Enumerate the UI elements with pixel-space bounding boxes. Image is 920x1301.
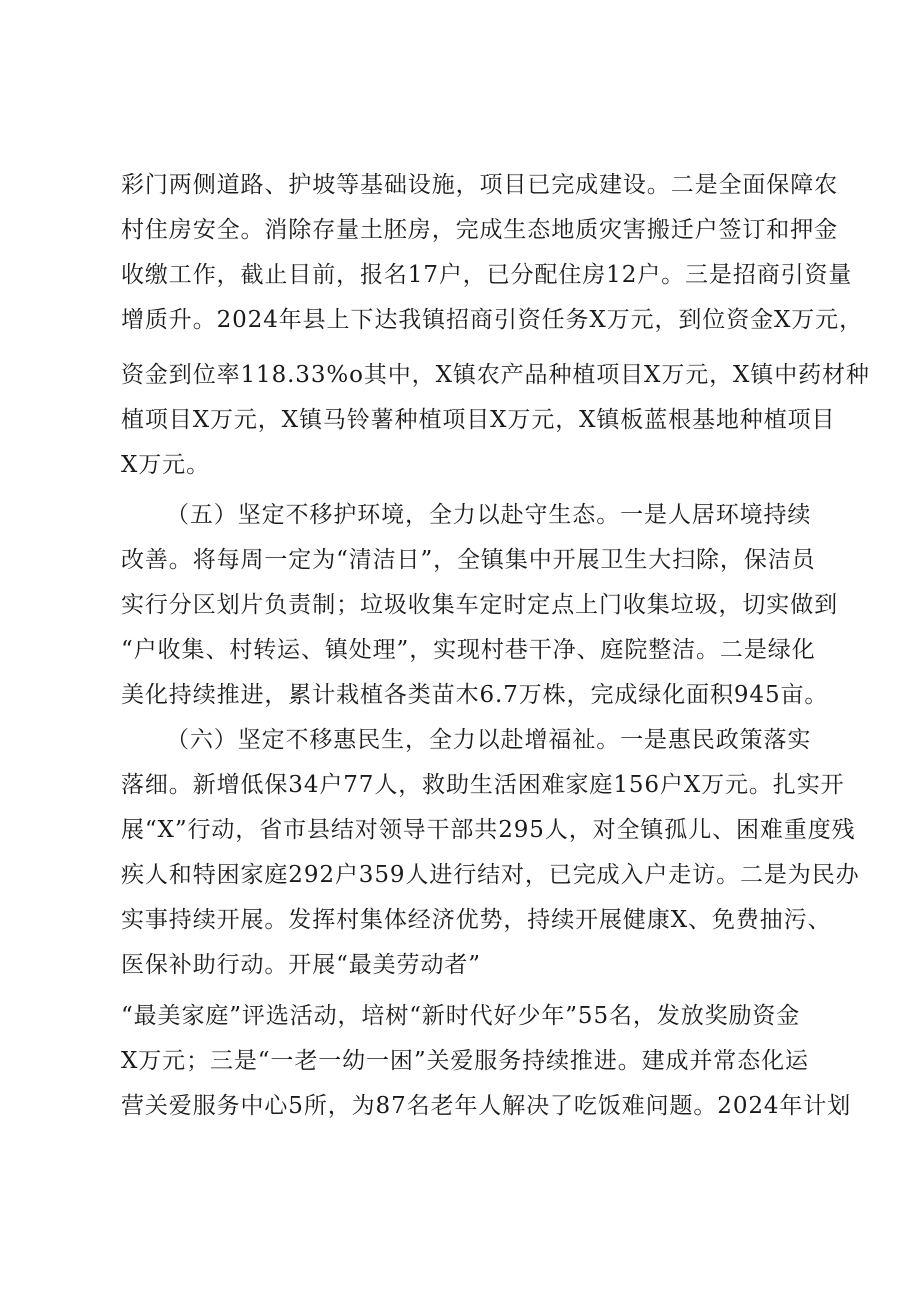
text-line: 落细。新增低保34户77人，救助生活困难家庭156户X万元。扎实开	[121, 772, 845, 798]
text-line: 医保补助行动。开展“最美劳动者”	[121, 952, 481, 978]
text-line: 营关爱服务中心5所，为87名老年人解决了吃饭难问题。2024年计划	[121, 1093, 852, 1119]
text-line: 美化持续推进，累计栽植各类苗木6.7万株，完成绿化面积945亩。	[121, 682, 829, 708]
text-line: 彩门两侧道路、护坡等基础设施，项目已完成建设。二是全面保障农	[121, 172, 838, 198]
text-line: X万元；三是“一老一幼一困”关爱服务持续推进。建成并常态化运	[121, 1048, 809, 1074]
text-line: “最美家庭”评选活动，培树“新时代好少年”55名，发放奖励资金	[121, 1003, 801, 1029]
section-heading-five: （五）坚定不移护环境，全力以赴守生态。一是人居环境持续	[166, 502, 812, 528]
text-line: “户收集、村转运、镇处理”，实现村巷干净、庭院整洁。二是绿化	[121, 637, 816, 663]
text-line: 资金到位率118.33%o其中，X镇农产品种植项目X万元，X镇中药材种	[121, 362, 870, 388]
text-line: 改善。将每周一定为“清洁日”，全镇集中开展卫生大扫除，保洁员	[121, 547, 816, 573]
text-line: 实行分区划片负责制；垃圾收集车定时定点上门收集垃圾，切实做到	[121, 592, 838, 618]
text-line: 展“X”行动，省市县结对领导干部共295人，对全镇孤儿、困难重度残	[121, 817, 856, 843]
text-line: 收缴工作，截止目前，报名17户，已分配住房12户。三是招商引资量	[121, 262, 853, 288]
text-line: 疾人和特困家庭292户359人进行结对，已完成入户走访。二是为民办	[121, 862, 860, 888]
text-line: 植项目X万元，X镇马铃薯种植项目X万元，X镇板蓝根基地种植项目	[121, 407, 836, 433]
text-line: 增质升。2024年县上下达我镇招商引资任务X万元，到位资金X万元，	[121, 307, 863, 333]
text-line: X万元。	[121, 452, 210, 478]
text-line: 实事持续开展。发挥村集体经济优势，持续开展健康X、免费抽污、	[121, 907, 832, 933]
text-line: 村住房安全。消除存量土胚房，完成生态地质灾害搬迁户签订和押金	[121, 217, 838, 243]
section-heading-six: （六）坚定不移惠民生，全力以赴增福祉。一是惠民政策落实	[166, 727, 812, 753]
